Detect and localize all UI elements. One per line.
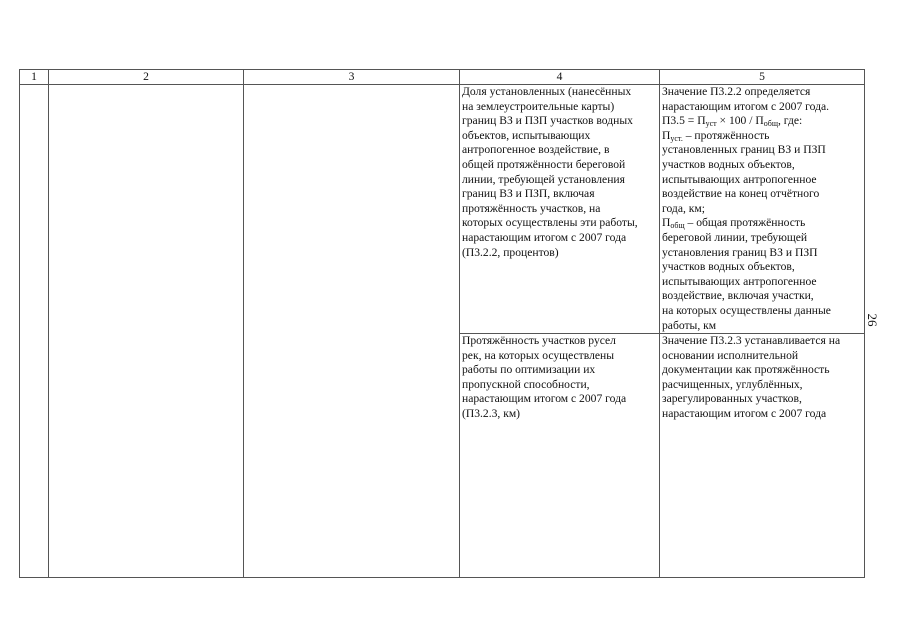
definition-line: $П_{уст.}$ – протяжённость bbox=[662, 128, 770, 143]
text-line: нарастающим итогом с 2007 года bbox=[462, 392, 627, 406]
text-line: испытывающих антропогенное bbox=[662, 274, 817, 288]
method-line: нарастающим итогом с 2007 года. bbox=[662, 99, 830, 113]
column-header-1: 1 bbox=[20, 70, 49, 85]
column-header-3: 3 bbox=[244, 70, 460, 85]
definition-rest bbox=[662, 143, 862, 216]
text-line: зарегулированных участков, bbox=[662, 392, 802, 406]
definition-rest bbox=[662, 231, 862, 333]
formula-line: $П3.5 = П_{уст} \times 100 / П_{общ}$, где: bbox=[662, 114, 803, 129]
text-line: антропогенное воздействие, в bbox=[462, 143, 610, 157]
text-line: границ ВЗ и ПЗП, включая bbox=[462, 187, 595, 201]
text-line: документации как протяжённость bbox=[662, 363, 830, 377]
text-line: установленных границ ВЗ и ПЗП bbox=[662, 143, 826, 157]
text-line: нарастающим итогом с 2007 года bbox=[462, 230, 627, 244]
text-line: участков водных объектов, bbox=[662, 157, 795, 171]
text-line: общей протяжённости береговой bbox=[462, 157, 626, 171]
text-line: линии, требующей установления bbox=[462, 172, 625, 186]
cell-col2 bbox=[49, 85, 244, 578]
text-line: установления границ ВЗ и ПЗП bbox=[662, 245, 818, 259]
definition-line: $П_{общ}$ – общая протяжённость bbox=[662, 216, 806, 231]
column-header-5: 5 bbox=[660, 70, 865, 85]
text-line: береговой линии, требующей bbox=[662, 230, 808, 244]
method-line: Значение П3.2.2 определяется bbox=[662, 85, 811, 98]
text-line: Доля установленных (нанесённых bbox=[462, 85, 632, 98]
text-line: на землеустроительные карты) bbox=[462, 99, 615, 113]
indicator-name-text bbox=[462, 85, 657, 260]
column-header-4: 4 bbox=[460, 70, 660, 85]
text-line: объектов, испытывающих bbox=[462, 128, 591, 142]
cell-col3 bbox=[244, 85, 460, 578]
text-line: Значение П3.2.3 устанавливается на bbox=[662, 334, 841, 348]
text-line: воздействие на конец отчётного bbox=[662, 187, 820, 201]
text-line: работы по оптимизации их bbox=[462, 363, 596, 377]
text-line: (П3.2.2, процентов) bbox=[462, 245, 559, 259]
column-header-2: 2 bbox=[49, 70, 244, 85]
text-line: границ ВЗ и ПЗП участков водных bbox=[462, 114, 633, 128]
indicator-name-cell bbox=[460, 334, 660, 578]
text-line: воздействие, включая участки, bbox=[662, 289, 814, 303]
text-line: года, км; bbox=[662, 201, 705, 215]
text-line: пропускной способности, bbox=[462, 377, 590, 391]
indicator-name-cell bbox=[460, 85, 660, 334]
calculation-method-cell bbox=[660, 85, 865, 334]
page-number: 26 bbox=[865, 313, 880, 327]
text-line: рек, на которых осуществлены bbox=[462, 348, 614, 362]
text-line: которых осуществлены эти работы, bbox=[462, 216, 638, 230]
indicator-name-text bbox=[462, 334, 657, 422]
cell-col1 bbox=[20, 85, 49, 578]
calculation-method-cell bbox=[660, 334, 865, 578]
text-line: испытывающих антропогенное bbox=[662, 172, 817, 186]
method-text bbox=[662, 334, 862, 422]
text-line: на которых осуществлены данные bbox=[662, 303, 831, 317]
text-line: нарастающим итогом с 2007 года bbox=[662, 407, 827, 421]
text-line: протяжённость участков, на bbox=[462, 201, 601, 215]
header-row bbox=[20, 70, 865, 85]
indicator-table bbox=[19, 69, 865, 578]
text-line: участков водных объектов, bbox=[662, 260, 795, 274]
text-line: работы, км bbox=[662, 318, 717, 332]
text-line: расчищенных, углублённых, bbox=[662, 377, 803, 391]
table-row bbox=[20, 85, 865, 334]
text-line: (П3.2.3, км) bbox=[462, 407, 521, 421]
text-line: основании исполнительной bbox=[662, 348, 799, 362]
text-line: Протяжённость участков русел bbox=[462, 334, 616, 348]
